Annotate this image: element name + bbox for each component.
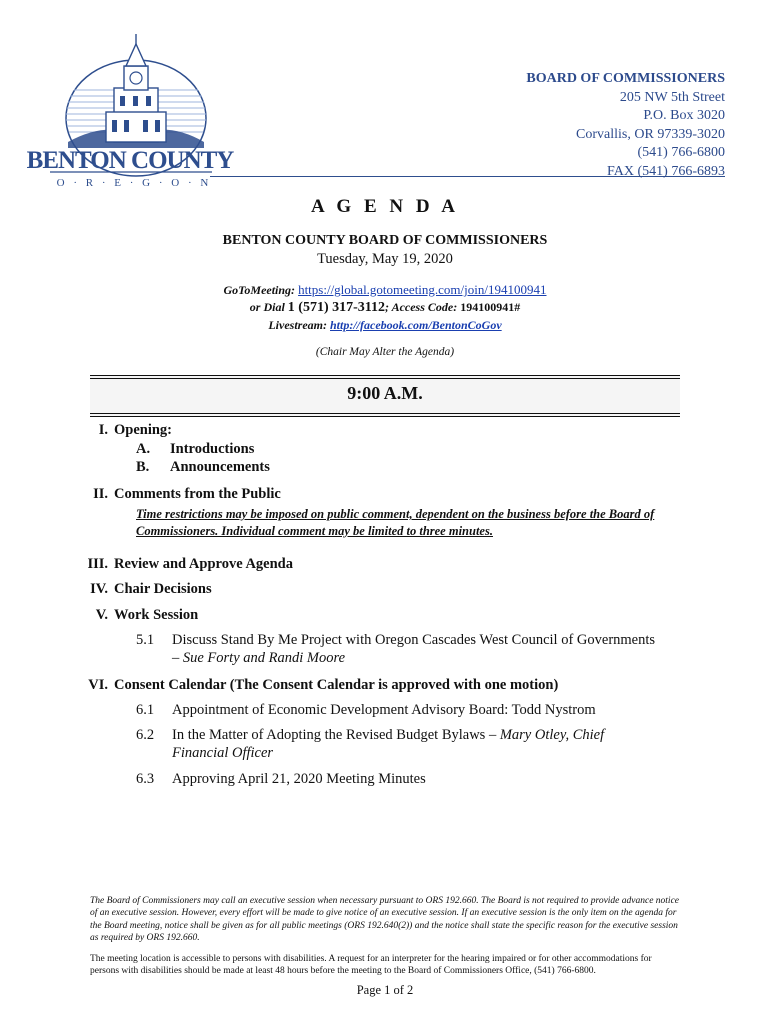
consent-item-6-3 — [136, 770, 696, 790]
work-session-item-5-1 — [136, 631, 696, 671]
item-number: 6.3 — [136, 771, 155, 787]
section-title: Comments from the Public — [114, 486, 281, 502]
item-letter: B. — [136, 459, 150, 475]
accessibility-notice: The meeting location is accessible to persons with disabilities. A request for an interpreter for the hearing impaired or for other accommodations for persons with disabilities should be made at least 48 hours before the meeting to the Board of Commissioners Office, (541) 766-6800. — [90, 954, 652, 977]
address-street: 205 NW 5th Street — [619, 89, 725, 105]
section-title: Consent Calendar (The Consent Calendar is approved with one motion) — [114, 677, 559, 693]
access-label: ; Access Code: — [385, 300, 458, 314]
section-title: Work Session — [114, 607, 199, 623]
access-code: 194100941# — [460, 300, 521, 314]
section-number: IV. — [90, 581, 108, 597]
consent-item-6-1 — [136, 701, 696, 721]
section-number: II. — [93, 486, 108, 502]
address-fax: FAX (541) 766-6893 — [607, 163, 725, 179]
address-city: Corvallis, OR 97339-3020 — [576, 126, 725, 142]
section-number: III. — [87, 556, 108, 572]
item-presenter: Mary Otley, Chief Financial Officer — [172, 727, 605, 761]
executive-session-notice: The Board of Commissioners may call an executive session when necessary pursuant to ORS 192.660. The Board is not required to provide advance notice of an executive session. However, every effort will be made to give notice of an executive session. If an executive session is the only item on the agenda for the Board meeting, notice shall be given as for all public meetings (ORS 192.640(2)) and the notice shall state the specific reason for the executive session as required by ORS 192.660. — [90, 896, 679, 944]
time-header: 9:00 A.M. — [347, 383, 423, 403]
meeting-date: Tuesday, May 19, 2020 — [317, 251, 453, 267]
section-public-comments — [66, 485, 281, 503]
section-review-agenda — [66, 555, 293, 573]
item-number: 6.2 — [136, 727, 155, 743]
item-number: 5.1 — [136, 632, 155, 648]
item-text: Appointment of Economic Development Advisory Board: Todd Nystrom — [172, 702, 596, 718]
item-text: Announcements — [170, 459, 270, 475]
address-box: P.O. Box 3020 — [643, 108, 725, 123]
section-opening — [66, 421, 172, 439]
chair-note: (Chair May Alter the Agenda) — [315, 346, 455, 358]
gotomeeting-line — [0, 282, 770, 298]
section-consent-calendar — [66, 676, 558, 694]
gotomeeting-label: GoToMeeting: — [223, 283, 296, 297]
item-description: Discuss Stand By Me Project with Oregon Cascades West Council of Governments — [172, 632, 656, 648]
item-presenter: – Sue Forty and Randi Moore — [172, 650, 346, 666]
dial-prefix: or Dial — [249, 300, 285, 314]
address-org: BOARD OF COMMISSIONERS — [526, 71, 725, 86]
section-chair-decisions — [66, 580, 212, 598]
section-number: VI. — [88, 677, 108, 693]
opening-item-b — [136, 459, 270, 476]
section-number: V. — [95, 607, 108, 623]
section-work-session — [66, 606, 198, 624]
livestream-link[interactable]: http://facebook.com/BentonCoGov — [330, 318, 502, 332]
item-text — [172, 726, 642, 762]
public-comment-note: Time restrictions may be imposed on public comment, dependent on the business before the Board of Commissioners. Individual comment may be limited to three minutes. — [136, 507, 655, 538]
page-number: Page 1 of 2 — [356, 983, 414, 997]
consent-item-6-2 — [136, 726, 696, 766]
section-title: Chair Decisions — [114, 581, 212, 597]
section-title: Opening: — [114, 422, 173, 438]
gotomeeting-link[interactable]: https://global.gotomeeting.com/join/194100941 — [298, 282, 547, 297]
svg-text:O · R · E · G · O · N: O · R · E · G · O · N — [56, 177, 212, 189]
item-text: Approving April 21, 2020 Meeting Minutes — [172, 771, 426, 787]
benton-county-logo — [26, 30, 234, 190]
opening-item-a — [136, 441, 254, 458]
section-number: I. — [98, 422, 108, 438]
dial-number: 1 (571) 317-3112 — [287, 300, 386, 315]
board-name: BENTON COUNTY BOARD OF COMMISSIONERS — [222, 233, 548, 248]
item-letter: A. — [136, 441, 151, 457]
svg-text:BENTON COUNTY: BENTON COUNTY — [26, 147, 234, 174]
dial-line — [0, 300, 770, 316]
address-phone: (541) 766-6800 — [637, 145, 725, 160]
item-number: 6.1 — [136, 702, 155, 718]
item-description: In the Matter of Adopting the Revised Budget Bylaws – — [172, 727, 497, 743]
item-text — [172, 631, 692, 667]
livestream-line — [0, 318, 770, 333]
section-title: Review and Approve Agenda — [114, 556, 293, 572]
address-block — [526, 70, 725, 181]
item-text: Introductions — [170, 441, 255, 457]
agenda-title: A G E N D A — [311, 196, 459, 217]
livestream-label: Livestream: — [268, 318, 327, 332]
